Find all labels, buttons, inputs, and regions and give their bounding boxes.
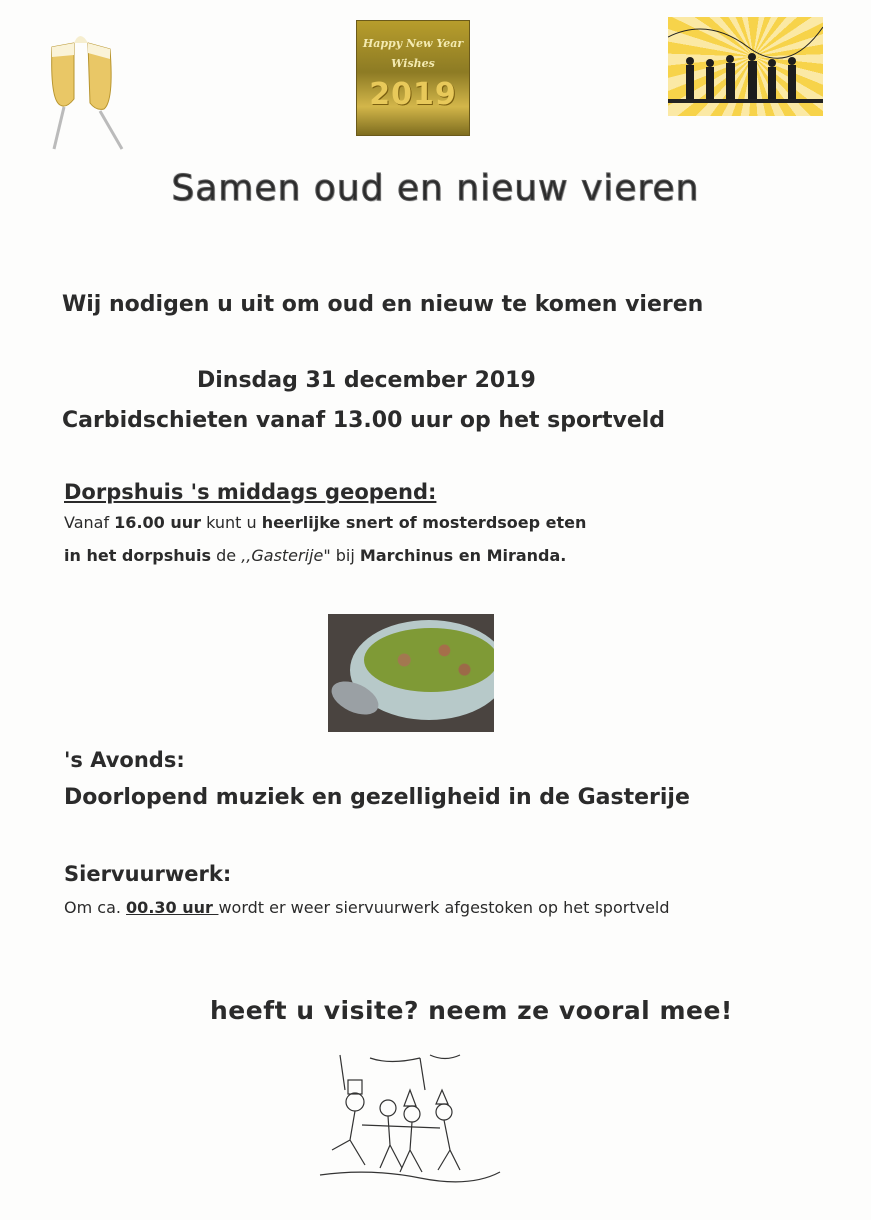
champagne-glasses-image — [44, 25, 136, 151]
cartoon-party-dancers-image — [310, 1050, 510, 1185]
text-part: de — [211, 546, 242, 565]
page-title: Samen oud en nieuw vieren — [171, 168, 700, 209]
text-part: kunt u — [201, 513, 262, 532]
card-line1: Happy New Year — [362, 37, 464, 50]
fireworks-time: 00.30 uur — [126, 898, 219, 917]
snert-soup-bowl-image — [328, 614, 494, 732]
text-part: bij — [330, 546, 360, 565]
happy-new-year-2019-image — [356, 20, 470, 136]
food-highlight: heerlijke snert of mosterdsoep eten — [261, 513, 587, 532]
intro-text: Wij nodigen u uit om oud en nieuw te komen vieren — [62, 292, 704, 317]
evening-text: Doorlopend muziek en gezelligheid in de Gasterije — [64, 785, 690, 810]
hosts-highlight: Marchinus en Miranda. — [359, 546, 567, 565]
fireworks-text — [64, 898, 670, 917]
text-part: wordt er weer siervuurwerk afgestoken op het sportveld — [218, 898, 670, 917]
fireworks-heading: Siervuurwerk: — [64, 862, 232, 886]
afternoon-line1 — [64, 513, 586, 532]
carbide-shooting-text: Carbidschieten vanaf 13.00 uur op het sportveld — [62, 408, 666, 433]
closing-text: heeft u visite? neem ze vooral mee! — [210, 996, 733, 1025]
text-part: Vanaf — [64, 513, 115, 532]
card-line2: Wishes — [391, 57, 435, 70]
event-date: Dinsdag 31 december 2019 — [197, 368, 536, 393]
location-highlight: in het dorpshuis — [64, 546, 212, 565]
afternoon-line2 — [64, 546, 566, 565]
text-part: Om ca. — [64, 898, 127, 917]
evening-heading: 's Avonds: — [64, 748, 185, 772]
time-highlight: 16.00 uur — [114, 513, 202, 532]
afternoon-heading: Dorpshuis 's middags geopend: — [64, 480, 437, 504]
dancing-silhouettes-image — [668, 17, 823, 116]
card-year: 2019 — [369, 77, 457, 112]
venue-name: ,,Gasterije" — [241, 546, 331, 565]
